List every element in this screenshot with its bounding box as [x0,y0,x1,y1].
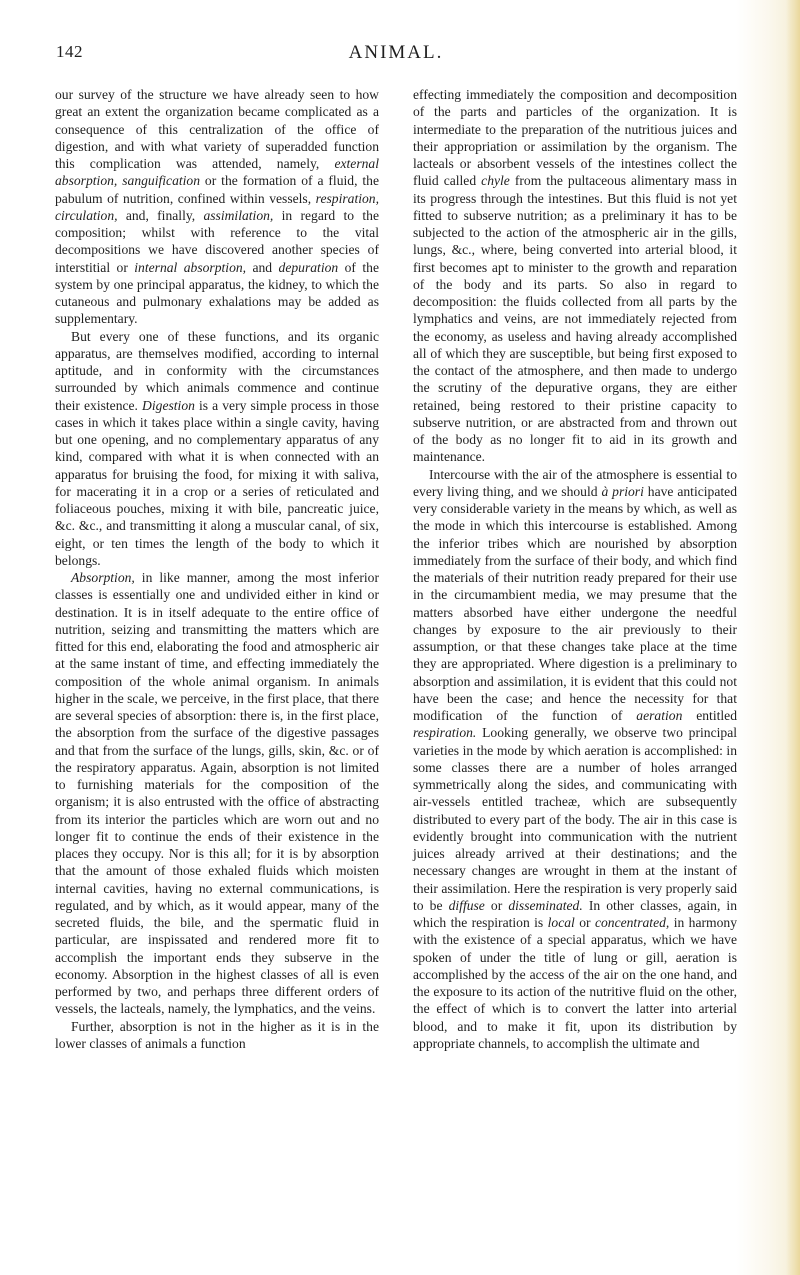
text-run: or the formation of a fluid, the pabulum of nutrition, confined within vessels, [55,173,379,206]
text-run: But every one of these functions, and its organic apparatus, are themselves modified, according to internal aptitude, and in conformity with the circumstances surrounded by which animals commence and continue their existence. [55,328,379,413]
italic-term: aeration [636,708,683,723]
italic-term: à priori [601,483,644,499]
paragraph [413,86,737,466]
text-run: effecting immediately the composition and decomposition of the parts and particles of the organization. It is intermediate to the preparation of the nutritious juices and their appropriation or assimilation by the organism. The lacteals or absorbent vessels of the intestines collect the fluid called [413,87,737,189]
paragraph [55,569,379,1018]
text-run: have anticipated very considerable variety in the means by which, as well as the mode in which this intercourse is established. Among the inferior tribes which are nourished by absorption immediately from the surface of their body, and which find the materials of their nutrition ready prepared for their use in the circumambient media, we may presume that the matters absorbed have either undergone the needful changes by exposure to the air previously to their assumption, or that these changes take place at the time they are appropriated. Where digestion is a preliminary to absorption and assimilation, it is evident that this could not have been the case; and hence the necessity for that modification of the function of [413,483,737,723]
text-run: Looking generally, we observe two principal varieties in the mode by which aeration is accomplished: in some classes there are a number of holes arranged symmetrically along the sides, and communicating with air-vessels entitled tracheæ, which are subsequently distributed to every part of the body. The air in this case is evidently brought into communication with the nutrient juices already arrived at their destinations; and the necessary changes are wrought in them at the instant of their assimilation. Here the respiration is very properly said to be [413,725,737,913]
text-run: Further, absorption is not in the higher as it is in the lower classes of animals a function [55,1018,379,1051]
text-run: and [246,259,279,275]
text-run: of the system by one principal apparatus, the kidney, to which the cutaneous and pulmonary exhalations may be added as supplementary. [55,259,379,327]
italic-term: respiration. [413,725,477,741]
text-run: and, finally, [117,207,204,223]
italic-term: depuration [278,259,339,275]
running-title: ANIMAL. [348,42,444,63]
italic-term: assimilation, [203,207,274,223]
paragraph [55,86,379,328]
right-column [413,86,737,1052]
italic-term: respiration, circulation, [55,190,379,223]
paragraph [55,328,379,570]
italic-term: local [547,915,575,930]
text-run: in regard to the composition; whilst with reference to the vital decompositions we have discovered another species of interstitial or [55,207,379,275]
paragraph [413,466,737,1053]
text-run: entitled [682,708,737,723]
text-run: our survey of the structure we have already seen to how great an extent the organization became complicated as a consequence of this centralization of the office of digestion, and with what variety of superadded function this complication was attended, namely, [55,87,379,171]
italic-term: chyle [481,173,510,189]
text-run: or [484,897,509,913]
italic-term: disseminated. [508,897,583,913]
page-edge [786,0,800,1275]
italic-term: Digestion [142,397,195,413]
text-run: Intercourse with the air of the atmosphere is essential to every living thing, and we should [413,466,737,499]
text-run: is a very simple process in those cases in which it takes place within a single cavity, having but one opening, and no complementary apparatus of any kind, compared with what it is when connected with an apparatus for bruising the food, for mixing it with saliva, for macerating it in a crop or a series of reticulated and foliaceous pouches, mixing it with bile, pancreatic juice, &c. &c., and transmitting it along a muscular canal, of six, eight, or ten times the length of the body to which it belongs. [55,397,380,568]
italic-term: internal absorption, [134,259,247,275]
italic-term: external absorption, sanguification [55,156,379,189]
text-run: or [574,915,595,930]
page-header [56,42,736,68]
text-run: In other classes, again, in which the respiration is [413,897,738,930]
text-run: in harmony with the existence of a special apparatus, which we have spoken of under the title of lung or gill, aeration is accomplished by the access of the air on the one hand, and the exposure to its action of the nutritive fluid on the other, the effect of which is to convert the latter into arterial blood, and to make it fit, upon its distribution by appropriate channels, to accomplish the ultimate and [413,915,738,1051]
text-run: in like manner, among the most inferior classes is essentially one and undivided either in kind or destination. It is in itself adequate to the entire office of nutrition, seizing and transmitting the matters which are fitted for this end, elaborating the food and atmospheric air at the same instant of time, and effecting immediately the composition of the whole animal organism. In animals higher in the scale, we perceive, in the first place, that there are several species of absorption: there is, in the first place, the absorption from the surface of the digestive passages and that from the surface of the lungs, gills, skin, &c. or of the respiratory apparatus. Again, absorption is not limited to furnishing materials for the composition of the organism; it is also entrusted with the office of abstracting from its interior the particles which are worn out and no longer fit to continue the ends of their existence in the places they occupy. Nor is this all; for it is by absorption that the amount of those exhaled fluids which moisten internal cavities, having no external communications, is regulated, and by which, as it would appear, many of the secreted fluids, the bile, and the spermatic fluid in particular, are inspissated and rendered more fit to accomplish the important ends they subserve in the economy. Absorption in the highest classes of all is even performed by two, and perhaps three different orders of vessels, the lacteals, namely, the lymphatics, and the veins. [55,570,379,1017]
italic-term: Absorption, [71,570,135,585]
text-run: from the pultaceous alimentary mass in its progress through the intestines. But this fluid is not yet fitted to subserve nutrition; as a preliminary it has to be subjected to the action of the atmospheric air in the gills, lungs, &c., where, being converted into arterial blood, it first becomes apt to minister to the growth and reparation of the body and its parts. So also in regard to decomposition: the fluids collected from all parts by the lymphatics and veins, are not immediately rejected from the economy, as useless and having already accomplished all of which they are susceptible, but being first exposed to the contact of the atmosphere, and then made to undergo the scrutiny of the depurative organs, they are either retained, being restored to their pristine capacity to subserve nutrition, or are abstracted from and thrown out of the body as no longer fit to aid in its growth and maintenance. [413,173,737,465]
italic-term: diffuse [448,897,485,913]
page-number: 142 [56,42,83,61]
italic-term: concentrated, [594,915,670,930]
left-column [55,86,379,1052]
paragraph [55,1018,379,1053]
